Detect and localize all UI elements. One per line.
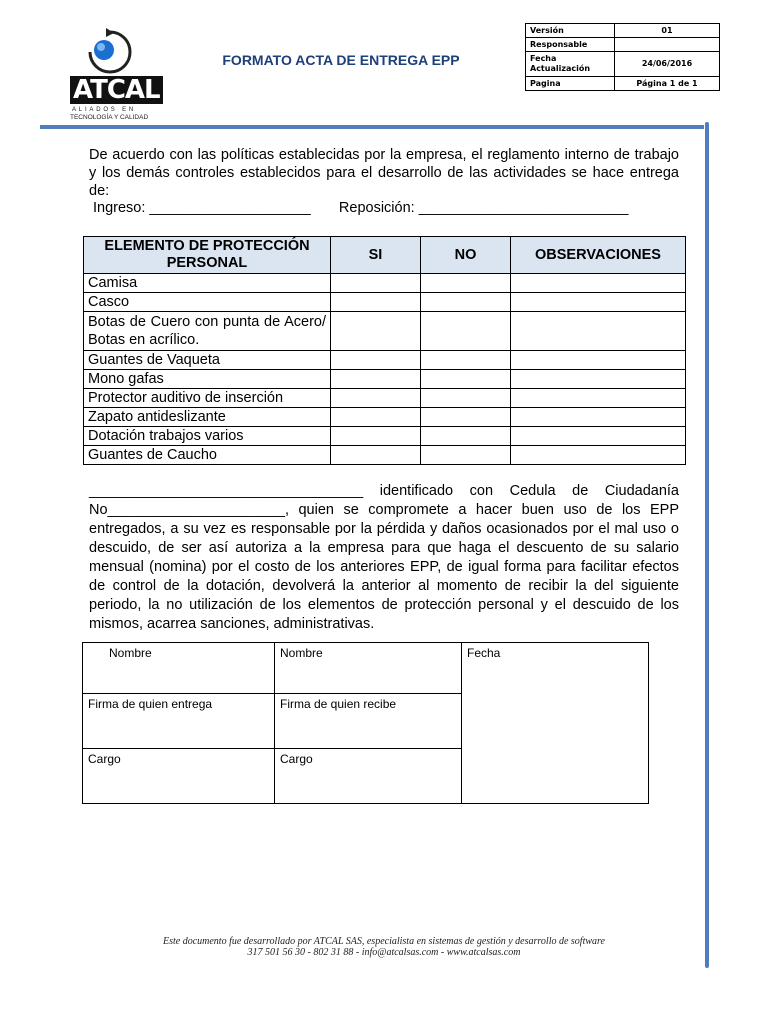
observaciones-cell[interactable] <box>511 293 686 312</box>
firma-entrega-label: Firma de quien entrega <box>88 697 213 711</box>
ingreso-field[interactable]: Ingreso: ____________________ <box>93 200 311 216</box>
signature-table <box>82 642 649 804</box>
si-cell[interactable] <box>331 389 421 408</box>
footer-line-2: 317 501 56 30 - 802 31 88 - info@atcalsas.com - www.atcalsas.com <box>247 947 521 958</box>
table-row <box>84 446 686 465</box>
si-cell[interactable] <box>331 274 421 293</box>
nombre-label: Nombre <box>109 646 152 660</box>
table-row <box>84 293 686 312</box>
observaciones-cell[interactable] <box>511 312 686 351</box>
si-cell[interactable] <box>331 370 421 389</box>
observaciones-cell[interactable] <box>511 370 686 389</box>
reposicion-field[interactable]: Reposición: __________________________ <box>338 200 629 216</box>
epp-item: Guantes de Vaqueta <box>84 351 331 370</box>
control-row <box>526 77 720 91</box>
si-cell[interactable] <box>331 312 421 351</box>
observaciones-cell[interactable] <box>511 408 686 427</box>
epp-item: Mono gafas <box>84 370 331 389</box>
no-cell[interactable] <box>421 312 511 351</box>
firma-recibe-cell[interactable] <box>275 694 462 749</box>
epp-item: Casco <box>84 293 331 312</box>
table-row <box>84 370 686 389</box>
epp-item: Dotación trabajos varios <box>84 427 331 446</box>
control-label: Versión <box>526 24 615 38</box>
control-row <box>526 38 720 52</box>
document-title: FORMATO ACTA DE ENTREGA EPP <box>222 52 460 68</box>
no-cell[interactable] <box>421 389 511 408</box>
epp-header-no: NO <box>421 237 511 274</box>
fecha-cell[interactable] <box>462 643 649 804</box>
control-value <box>615 38 720 52</box>
cargo-recibe-cell[interactable] <box>275 749 462 804</box>
table-row <box>84 312 686 351</box>
epp-item: Botas de Cuero con punta de Acero/ Botas en acrílico. <box>84 312 331 351</box>
observaciones-cell[interactable] <box>511 351 686 370</box>
epp-table <box>83 236 686 465</box>
epp-item: Camisa <box>84 274 331 293</box>
signature-row <box>83 643 649 694</box>
si-cell[interactable] <box>331 427 421 446</box>
observaciones-cell[interactable] <box>511 389 686 408</box>
no-cell[interactable] <box>421 274 511 293</box>
epp-header-element: ELEMENTO DE PROTECCIÓN PERSONAL <box>84 237 331 274</box>
no-cell[interactable] <box>421 427 511 446</box>
control-label: Fecha Actualización <box>526 52 615 77</box>
nombre-entrega-cell[interactable] <box>83 643 275 694</box>
epp-item: Protector auditivo de inserción <box>84 389 331 408</box>
control-value: 01 <box>615 24 720 38</box>
si-cell[interactable] <box>331 408 421 427</box>
observaciones-cell[interactable] <box>511 446 686 465</box>
control-value: 24/06/2016 <box>615 52 720 77</box>
control-row <box>526 52 720 77</box>
table-row <box>84 408 686 427</box>
document-control-table <box>525 23 720 91</box>
table-row <box>84 389 686 408</box>
intro-paragraph: De acuerdo con las políticas establecidas por la empresa, el reglamento interno de trabajo y los demás controles establecidos para el desarrollo de las actividades se hace entrega de: <box>89 147 679 199</box>
table-row <box>84 427 686 446</box>
nombre-label: Nombre <box>280 646 323 660</box>
si-cell[interactable] <box>331 293 421 312</box>
no-cell[interactable] <box>421 446 511 465</box>
delivery-type-line <box>93 200 628 216</box>
cargo-label: Cargo <box>88 752 121 766</box>
epp-header-observaciones: OBSERVACIONES <box>511 237 686 274</box>
si-cell[interactable] <box>331 446 421 465</box>
side-divider <box>705 122 709 968</box>
observaciones-cell[interactable] <box>511 274 686 293</box>
table-row <box>84 274 686 293</box>
epp-item: Guantes de Caucho <box>84 446 331 465</box>
responsibility-paragraph: __________________________________ identificado con Cedula de Ciudadanía No______________________, quien se compromete a hacer buen uso de los EPP entregados, a su vez es responsable por la pérdida y daños ocasionados por el mal uso o descuido, de ser así autoriza a la empresa para que haga el descuento de su salario mensual (nomina) por el costo de los anteriores EPP, de igual forma para facilitar efectos de control de la dotación, devolverá la anterior al momento de recibir la del siguiente periodo, la no utilización de los elementos de protección personal y el descuido de los mismos, acarrea sanciones, administrativas. <box>89 483 679 632</box>
no-cell[interactable] <box>421 370 511 389</box>
footer-line-1: Este documento fue desarrollado por ATCAL SAS, especialista en sistemas de gestión y desarrollo de software <box>162 936 605 947</box>
cargo-entrega-cell[interactable] <box>83 749 275 804</box>
firma-entrega-cell[interactable] <box>83 694 275 749</box>
firma-recibe-label: Firma de quien recibe <box>280 697 397 711</box>
table-row <box>84 351 686 370</box>
observaciones-cell[interactable] <box>511 427 686 446</box>
footer <box>0 936 768 958</box>
epp-item: Zapato antideslizante <box>84 408 331 427</box>
si-cell[interactable] <box>331 351 421 370</box>
logo-tagline: ALIADOS EN <box>72 107 137 113</box>
epp-header-row <box>84 237 686 274</box>
control-row <box>526 24 720 38</box>
cargo-label: Cargo <box>280 752 313 766</box>
control-label: Pagina <box>526 77 615 91</box>
no-cell[interactable] <box>421 351 511 370</box>
control-label: Responsable <box>526 38 615 52</box>
fecha-label: Fecha <box>467 646 501 660</box>
control-value: Página 1 de 1 <box>615 77 720 91</box>
no-cell[interactable] <box>421 293 511 312</box>
nombre-recibe-cell[interactable] <box>275 643 462 694</box>
header-divider <box>40 125 704 129</box>
logo-wordmark: ATCAL <box>70 76 163 104</box>
epp-header-si: SI <box>331 237 421 274</box>
logo-tagline-sub: TECNOLOGÍA Y CALIDAD <box>70 114 149 121</box>
no-cell[interactable] <box>421 408 511 427</box>
